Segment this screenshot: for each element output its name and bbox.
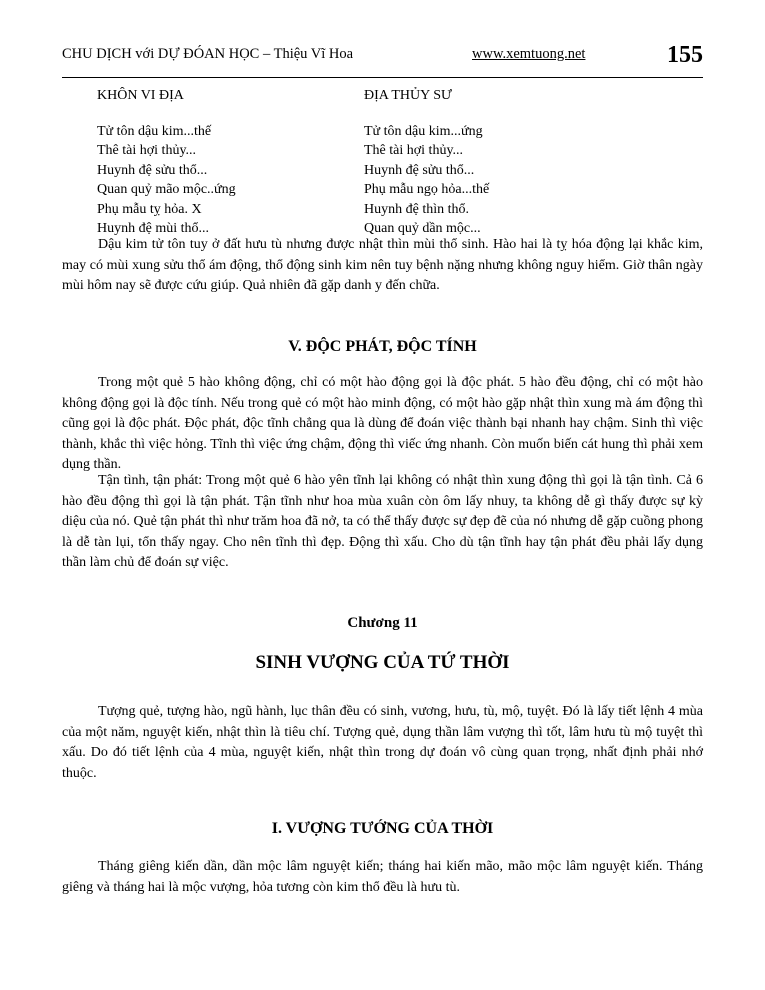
hexagram-left-name: KHÔN VI ĐỊA (97, 88, 184, 103)
section-heading-v: V. ĐỘC PHÁT, ĐỘC TÍNH (288, 338, 477, 355)
hexagram-line: Huynh đệ sửu thổ... (97, 162, 208, 178)
hexagram-right (364, 86, 489, 239)
chapter-label: Chương 11 (347, 615, 418, 631)
website-link[interactable]: www.xemtuong.net (472, 46, 586, 62)
hexagram-line: Quan quỷ dần mộc... (364, 221, 481, 236)
hexagram-line: Thê tài hợi thủy... (364, 143, 464, 158)
hexagram-line: Thê tài hợi thủy... (97, 143, 197, 158)
page-number: 155 (667, 42, 703, 68)
paragraph-thang-gieng: Tháng giêng kiến dần, dần mộc lâm nguyệt kiến; tháng hai kiến mão, mão mộc lâm nguyệt kiến. Tháng giêng và tháng hai là mộc vượng, hỏa tương còn kim thổ đều là hưu tù. (62, 859, 703, 895)
paragraph-interpretation: Dậu kim tử tôn tuy ở đất hưu tù nhưng được nhật thìn mùi thổ sinh. Hào hai là tỵ hóa động lại khắc kim, may có mùi xung sửu thổ ám động, thổ động sinh kim nên tuy bệnh nặng nhưng không nguy hiểm. Giờ thân ngày mùi hôm nay sẽ được cứu giúp. Quả nhiên đã gặp danh y đến chữa. (62, 237, 703, 294)
hexagram-left (97, 86, 236, 239)
hexagram-line: Huynh đệ thìn thổ. (364, 201, 469, 217)
paragraph-tuong-que: Tượng quẻ, tượng hào, ngũ hành, lục thân đều có sinh, vương, hưu, tù, mộ, tuyệt. Đó là lấy tiết lệnh 4 mùa của một năm, nguyệt kiến, nhật thìn là tiêu chí. Tượng quẻ, dụng thần lâm vượng thì tốt, lâm hưu tù mộ tuyệt thì xấu. Do đó tiết lệnh của 4 mùa, nguyệt kiến, nhật thìn trong dự đoán vô cùng quan trọng, nhất định phải nhớ thuộc. (62, 704, 703, 781)
paragraph-tan-tinh: Tận tình, tận phát: Trong một quẻ 6 hào yên tĩnh lại không có nhật thìn xung động thì gọi là tận tình. Cả 6 hào đều động thì gọi là tận phát. Tận tĩnh như hoa mùa xuân còn ôm lấy nhuy, ta không dễ gì thấy được sự kỳ diệu của nó. Quẻ tận phát thì như trăm hoa đã nở, ta có thể thấy được sự đẹp đẽ của nó nhưng dễ gặp cuồng phong là dễ tàn lụi, tổn thấy ngay. Cho nên tĩnh thì đẹp. Động thì xấu. Cho dù tận tĩnh hay tận phát đều phải lấy dụng thần làm chủ để đoán sự việc. (62, 473, 703, 571)
page-header (62, 42, 703, 76)
header-rule (62, 77, 703, 78)
book-title: CHU DỊCH với DỰ ĐÓAN HỌC – Thiệu Vĩ Hoa (62, 46, 354, 62)
hexagram-right-name: ĐỊA THỦY SƯ (364, 88, 452, 103)
hexagram-line: Phụ mẫu ngọ hỏa...thế (364, 182, 490, 197)
hexagram-line: Huynh đệ mùi thổ... (97, 221, 209, 236)
paragraph-doc-phat: Trong một quẻ 5 hào không động, chỉ có một hào động gọi là độc phát. 5 hào đều động, chỉ có một hào không động gọi là độc tính. Nếu trong quẻ có một hào minh động, có một hào gặp nhật thìn xung mà ám động thì cũng gọi là độc phát. Độc phát, độc tĩnh chẳng qua là dùng để đoán việc thành bại nhanh hay chậm. Sinh thì việc thành, khắc thì việc hỏng. Tĩnh thì việc ứng chậm, động thì viếc ứng nhanh. Còn muốn biến cát hung thì phải xem dụng thần. (62, 375, 703, 473)
hexagram-line: Tử tôn dậu kim...thế (97, 123, 212, 139)
section-heading-i: I. VƯỢNG TƯỚNG CỦA THỜI (271, 820, 494, 837)
chapter-title: SINH VƯỢNG CỦA TỨ THỜI (255, 652, 510, 673)
hexagram-line: Huynh đệ sửu thổ... (364, 162, 475, 178)
hexagram-line: Tử tôn dậu kim...ứng (364, 123, 483, 139)
hexagram-line: Quan quỷ mão mộc..ứng (97, 182, 236, 197)
hexagram-line: Phụ mẫu tỵ hỏa. X (97, 201, 202, 217)
